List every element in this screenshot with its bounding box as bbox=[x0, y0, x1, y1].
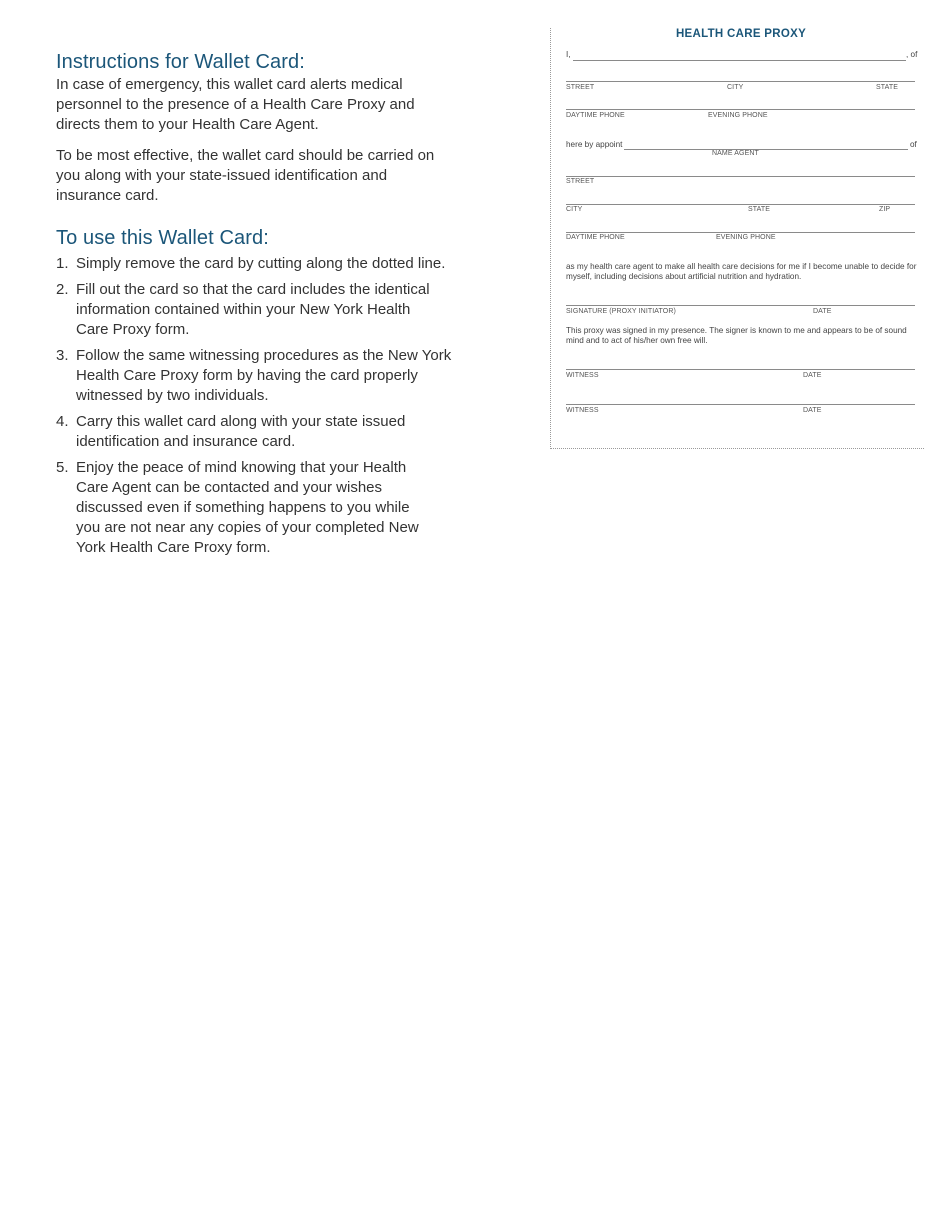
instructions-column bbox=[56, 50, 456, 564]
step-number: 4. bbox=[56, 413, 69, 430]
daytime-phone-label: DAYTIME PHONE bbox=[566, 112, 625, 119]
step-item bbox=[56, 412, 456, 452]
signature-date-label: DATE bbox=[813, 308, 832, 315]
instructions-heading: Instructions for Wallet Card: bbox=[56, 51, 305, 73]
agent-phone-field[interactable] bbox=[566, 232, 915, 233]
principal-name-field[interactable] bbox=[573, 60, 906, 61]
instructions-paragraph-1: In case of emergency, this wallet card alerts medical personnel to the presence of a Health Care Proxy and directs them to your Health Care Agent. bbox=[56, 76, 415, 133]
witness-1-label: WITNESS bbox=[566, 372, 599, 379]
i-label: I, bbox=[566, 50, 571, 59]
witness-2-label: WITNESS bbox=[566, 407, 599, 414]
steps-list bbox=[56, 254, 456, 558]
signature-field[interactable] bbox=[566, 305, 915, 306]
use-heading: To use this Wallet Card: bbox=[56, 227, 269, 249]
step-item bbox=[56, 254, 456, 274]
step-item bbox=[56, 346, 456, 406]
agent-state-label: STATE bbox=[748, 206, 771, 213]
name-agent-label: NAME AGENT bbox=[712, 150, 759, 157]
step-item bbox=[56, 280, 456, 340]
appoint-label: here by appoint bbox=[566, 140, 623, 149]
witness-statement: This proxy was signed in my presence. The signer is known to me and appears to be of sound mind and to act of his/her own free will. bbox=[566, 326, 907, 345]
agent-zip-label: ZIP bbox=[879, 206, 891, 213]
step-number: 5. bbox=[56, 459, 69, 476]
witness-2-date-label: DATE bbox=[803, 407, 822, 414]
step-item bbox=[56, 458, 456, 558]
agent-daytime-phone-label: DAYTIME PHONE bbox=[566, 234, 625, 241]
signature-label: SIGNATURE (PROXY INITIATOR) bbox=[566, 308, 676, 315]
witness-1-date-label: DATE bbox=[803, 372, 822, 379]
agent-street-label: STREET bbox=[566, 178, 595, 185]
witness-2-field[interactable] bbox=[566, 404, 915, 405]
street-label: STREET bbox=[566, 84, 595, 91]
state-label: STATE bbox=[876, 84, 899, 91]
of-label: , of bbox=[906, 50, 918, 59]
evening-phone-label: EVENING PHONE bbox=[708, 112, 768, 119]
step-text: Fill out the card so that the card includes the identical information contained within your New York Health Care Proxy form. bbox=[76, 281, 430, 338]
city-label: CITY bbox=[727, 84, 744, 91]
phone-field[interactable] bbox=[566, 109, 915, 110]
step-text: Follow the same witnessing procedures as the New York Health Care Proxy form by having the card properly witnessed by two individuals. bbox=[76, 347, 452, 404]
step-text: Enjoy the peace of mind knowing that your Health Care Agent can be contacted and your wishes discussed even if something happens to you while you are not near any copies of your completed New York Health Care Proxy form. bbox=[76, 459, 419, 556]
card-title: HEALTH CARE PROXY bbox=[675, 28, 807, 40]
step-number: 1. bbox=[56, 255, 69, 272]
step-number: 3. bbox=[56, 347, 69, 364]
agent-city-label: CITY bbox=[566, 206, 583, 213]
agent-street-field[interactable] bbox=[566, 176, 915, 177]
wallet-card bbox=[550, 28, 924, 449]
agent-name-field[interactable] bbox=[624, 149, 908, 150]
agent-statement: as my health care agent to make all health care decisions for me if I become unable to decide for myself, including decisions about artificial nutrition and hydration. bbox=[566, 262, 917, 281]
step-text: Simply remove the card by cutting along the dotted line. bbox=[76, 255, 446, 272]
agent-city-field[interactable] bbox=[566, 204, 915, 205]
step-number: 2. bbox=[56, 281, 69, 298]
instructions-paragraph-2: To be most effective, the wallet card should be carried on you along with your state-issued identification and insurance card. bbox=[56, 147, 435, 204]
address-field[interactable] bbox=[566, 81, 915, 82]
step-text: Carry this wallet card along with your state issued identification and insurance card. bbox=[76, 413, 406, 450]
agent-evening-phone-label: EVENING PHONE bbox=[716, 234, 776, 241]
of2-label: of bbox=[910, 140, 917, 149]
witness-1-field[interactable] bbox=[566, 369, 915, 370]
